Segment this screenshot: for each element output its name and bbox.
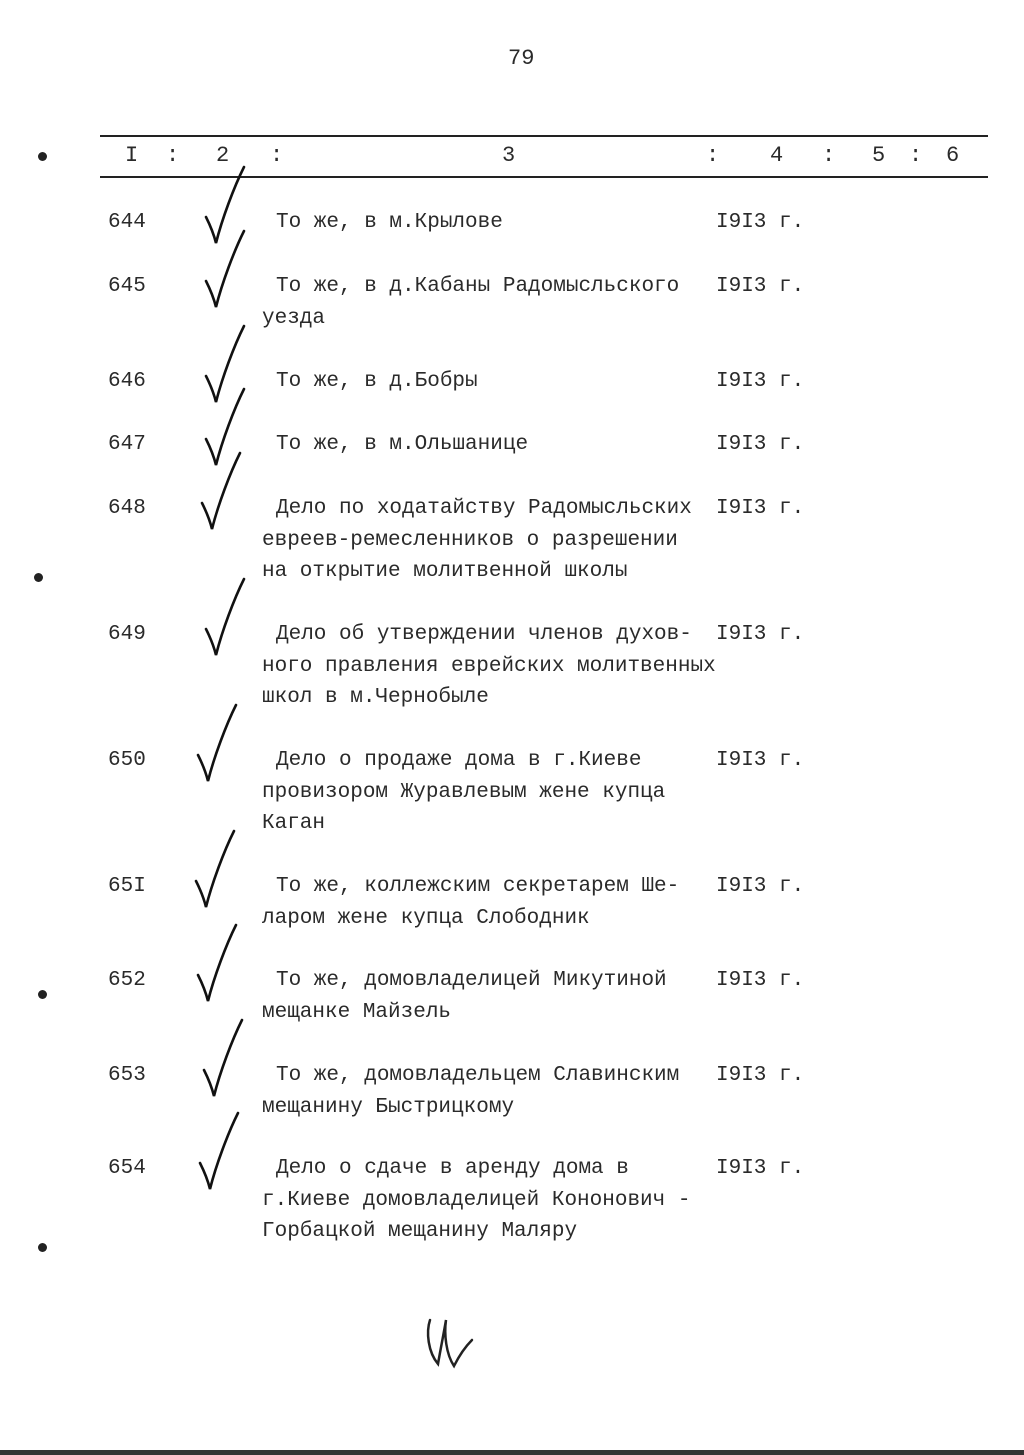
item-year: I9I3 г.	[716, 370, 805, 393]
margin-dot	[38, 1243, 47, 1252]
checkmark-icon	[192, 703, 252, 783]
item-year: I9I3 г.	[716, 875, 805, 898]
column-separator: :	[909, 143, 923, 168]
checkmark-icon	[200, 229, 260, 309]
item-description	[262, 271, 712, 334]
margin-dot	[38, 990, 47, 999]
column-header-5: 5	[872, 143, 886, 168]
item-number: 647	[108, 433, 146, 456]
column-header-3: 3	[502, 143, 516, 168]
item-year: I9I3 г.	[716, 497, 805, 520]
checkmark-icon	[198, 1018, 258, 1098]
column-header-4: 4	[770, 143, 784, 168]
item-description	[262, 429, 712, 461]
item-year: I9I3 г.	[716, 1157, 805, 1180]
item-number: 654	[108, 1157, 146, 1180]
item-number: 644	[108, 211, 146, 234]
item-description	[262, 366, 712, 398]
item-year: I9I3 г.	[716, 969, 805, 992]
description-line: ного правления еврейских молитвенных	[262, 654, 716, 678]
item-number: 646	[108, 370, 146, 393]
column-header-1: I	[125, 143, 139, 168]
description-line: То же, в м.Ольшанице	[276, 433, 529, 456]
column-separator: :	[166, 143, 180, 168]
item-number: 645	[108, 275, 146, 298]
scan-bottom-edge	[0, 1450, 1024, 1455]
item-description	[262, 1153, 712, 1248]
description-line: мещанке Майзель	[262, 1000, 452, 1024]
item-year: I9I3 г.	[716, 1064, 805, 1087]
description-line: То же, в м.Крылове	[276, 211, 503, 234]
checkmark-icon	[194, 1111, 254, 1191]
description-line: Дело о сдаче в аренду дома в	[276, 1157, 629, 1180]
item-description	[262, 1060, 712, 1123]
item-number: 649	[108, 623, 146, 646]
item-number: 648	[108, 497, 146, 520]
item-description	[262, 965, 712, 1028]
checkmark-icon	[196, 451, 256, 531]
description-line: Дело о продаже дома в г.Киеве	[276, 749, 642, 772]
item-year: I9I3 г.	[716, 623, 805, 646]
column-separator: :	[822, 143, 836, 168]
checkmark-icon	[190, 829, 250, 909]
description-line: Каган	[262, 812, 326, 835]
description-line: уезда	[262, 306, 326, 330]
description-line: То же, домовладельцем Славинским	[276, 1064, 680, 1087]
table-top-rule	[100, 135, 988, 137]
description-line: ларом жене купца Слободник	[262, 906, 590, 930]
description-line: Дело по ходатайству Радомысльских	[276, 497, 692, 520]
item-year: I9I3 г.	[716, 275, 805, 298]
item-year: I9I3 г.	[716, 211, 805, 234]
column-separator: :	[706, 143, 720, 168]
margin-dot	[34, 573, 43, 582]
margin-dot	[38, 152, 47, 161]
description-line: мещанину Быстрицкому	[262, 1095, 515, 1119]
item-description	[262, 745, 712, 840]
description-line: То же, коллежским секретарем Ше-	[276, 875, 680, 898]
description-line: на открытие молитвенной школы	[262, 560, 628, 583]
checkmark-icon	[200, 577, 260, 657]
column-header-6: 6	[946, 143, 960, 168]
item-number: 650	[108, 749, 146, 772]
column-header-2: 2	[216, 143, 230, 168]
description-line: Горбацкой мещанину Маляру	[262, 1220, 578, 1243]
description-line: евреев-ремесленников о разрешении	[262, 528, 678, 552]
description-line: провизором Журавлевым жене купца	[262, 780, 666, 804]
handwritten-initials-signature	[420, 1312, 480, 1372]
item-description	[262, 207, 712, 239]
item-number: 652	[108, 969, 146, 992]
description-line: То же, в д.Кабаны Радомысльского	[276, 275, 680, 298]
item-description	[262, 493, 712, 588]
description-line: школ в м.Чернобыле	[262, 686, 489, 709]
item-year: I9I3 г.	[716, 749, 805, 772]
checkmark-icon	[192, 923, 252, 1003]
item-description	[262, 619, 716, 714]
item-number: 65I	[108, 875, 146, 898]
page-number: 79	[508, 46, 535, 71]
item-year: I9I3 г.	[716, 433, 805, 456]
item-number: 653	[108, 1064, 146, 1087]
description-line: То же, домовладелицей Микутиной	[276, 969, 667, 992]
description-line: То же, в д.Бобры	[276, 370, 478, 393]
item-description	[262, 871, 712, 934]
description-line: Дело об утверждении членов духов-	[276, 623, 692, 646]
description-line: г.Киеве домовладелицей Кононович -	[262, 1188, 691, 1212]
column-separator: :	[270, 143, 284, 168]
